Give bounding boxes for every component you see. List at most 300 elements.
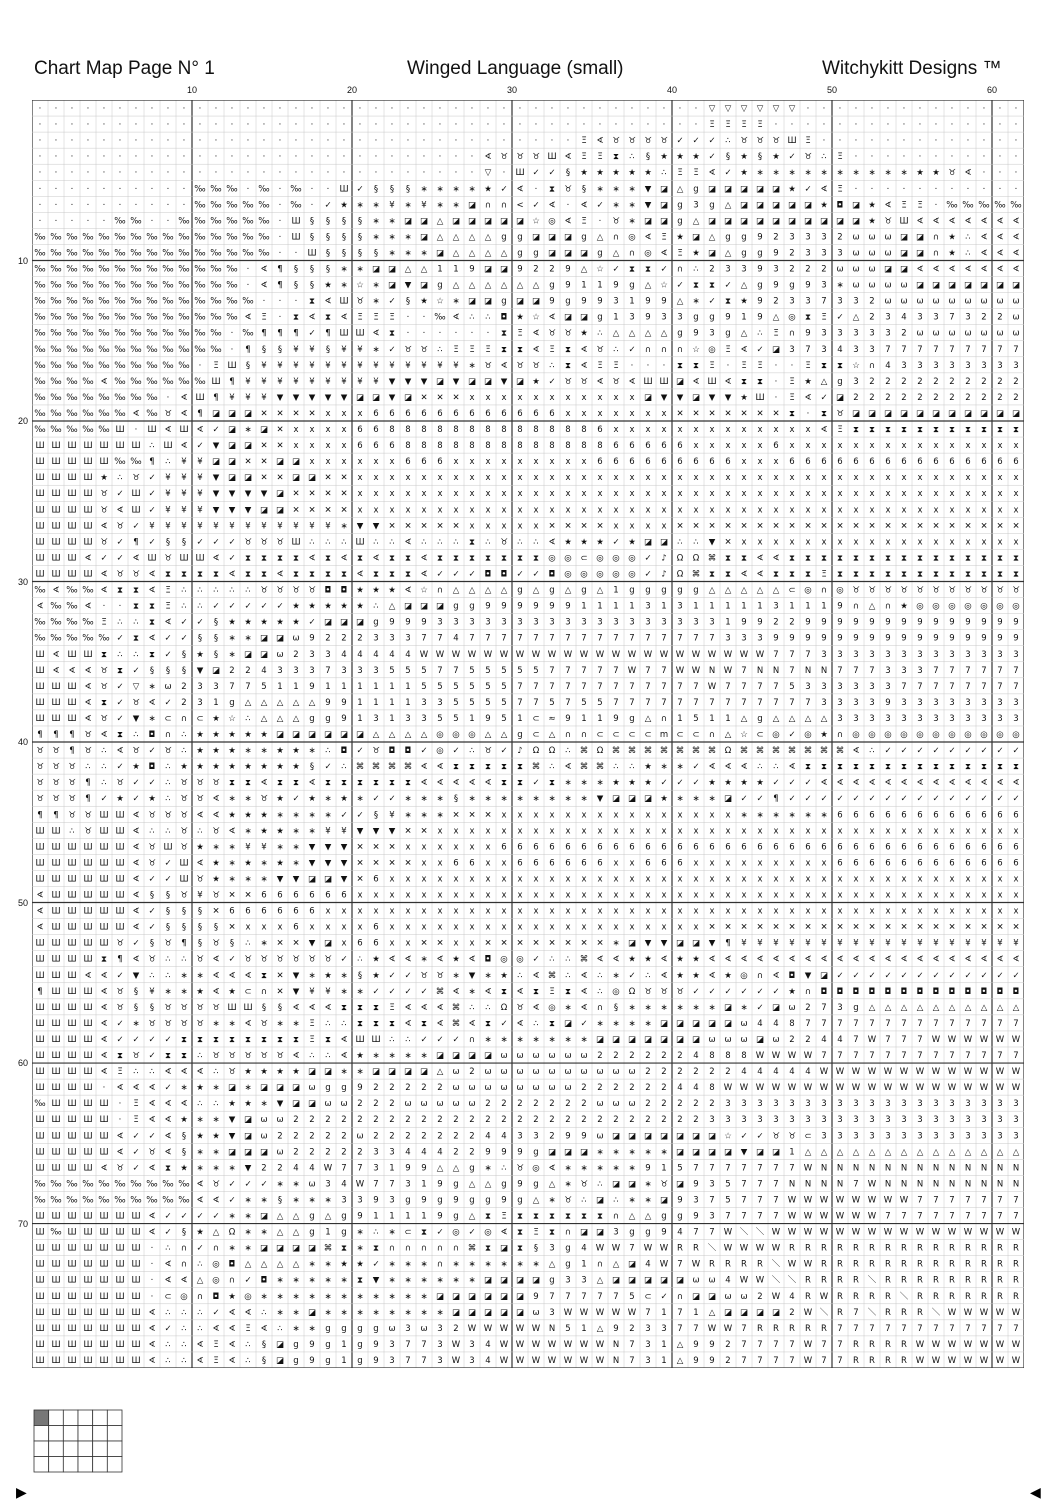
stitch-symbol: 5: [453, 698, 458, 708]
stitch-symbol: ‰: [130, 248, 141, 258]
stitch-symbol: ∗: [868, 168, 875, 178]
stitch-symbol: x: [309, 923, 314, 933]
stitch-symbol: ✓: [212, 602, 219, 612]
stitch-symbol: x: [453, 842, 458, 852]
stitch-symbol: 4: [773, 1067, 778, 1077]
stitch-symbol: ◪: [676, 377, 684, 387]
stitch-symbol: 2: [997, 377, 1002, 387]
stitch-symbol: ω: [1012, 329, 1019, 339]
stitch-symbol: ∢: [324, 1003, 331, 1013]
stitch-symbol: W: [804, 1228, 813, 1238]
stitch-symbol: ⌘: [660, 746, 669, 756]
stitch-symbol: x: [437, 473, 442, 483]
stitch-symbol: ♉: [196, 874, 204, 884]
stitch-symbol: §: [182, 1147, 186, 1157]
stitch-symbol: ✕: [564, 521, 571, 531]
stitch-symbol: ∢: [100, 1051, 107, 1061]
stitch-symbol: §: [358, 232, 362, 242]
stitch-symbol: 2: [789, 248, 794, 258]
stitch-symbol: ·: [455, 168, 458, 178]
stitch-symbol: W: [804, 1260, 813, 1270]
stitch-symbol: 8: [501, 441, 506, 451]
stitch-symbol: ◪: [516, 297, 524, 307]
stitch-symbol: ‰: [98, 281, 109, 291]
stitch-symbol: Ш: [51, 1276, 60, 1286]
stitch-symbol: x: [741, 425, 746, 435]
stitch-symbol: 8: [533, 441, 538, 451]
stitch-symbol: 2: [981, 313, 986, 323]
stitch-symbol: ✓: [308, 329, 315, 339]
stitch-symbol: 7: [565, 682, 570, 692]
stitch-symbol: Ш: [355, 1035, 364, 1045]
stitch-symbol: ¥: [837, 939, 843, 949]
stitch-symbol: ω: [1012, 297, 1019, 307]
stitch-symbol: ⧗: [293, 569, 299, 579]
stitch-symbol: W: [1012, 1340, 1021, 1350]
stitch-symbol: ¥: [181, 505, 187, 515]
stitch-symbol: ∗: [244, 874, 251, 884]
stitch-symbol: 9: [805, 618, 810, 628]
stitch-symbol: ·: [295, 152, 298, 162]
stitch-symbol: 3: [549, 618, 554, 628]
stitch-symbol: △: [645, 714, 652, 724]
stitch-symbol: ◪: [708, 184, 716, 194]
stitch-symbol: 6: [389, 441, 394, 451]
stitch-symbol: ★: [196, 987, 204, 997]
stitch-symbol: 3: [677, 602, 682, 612]
stitch-symbol: x: [853, 826, 858, 836]
stitch-symbol: ♉: [148, 810, 156, 820]
stitch-symbol: ✕: [484, 939, 491, 949]
stitch-symbol: ⧗: [997, 762, 1003, 772]
stitch-symbol: ∗: [276, 1276, 283, 1286]
stitch-symbol: ∢: [84, 682, 91, 692]
stitch-symbol: ·: [855, 184, 858, 194]
stitch-symbol: ∢: [708, 168, 715, 178]
stitch-symbol: ✕: [372, 842, 379, 852]
stitch-symbol: x: [629, 393, 634, 403]
stitch-symbol: ·: [311, 184, 314, 194]
stitch-symbol: 2: [453, 1324, 458, 1334]
stitch-symbol: x: [469, 923, 474, 933]
stitch-symbol: ∢: [228, 1340, 235, 1350]
stitch-symbol: 6: [357, 939, 362, 949]
stitch-symbol: W: [628, 666, 637, 676]
stitch-symbol: ◎: [980, 602, 987, 612]
stitch-symbol: ★: [692, 971, 700, 981]
stitch-symbol: ‰: [50, 248, 61, 258]
stitch-symbol: ⧗: [117, 586, 123, 596]
stitch-symbol: ∢: [180, 409, 187, 419]
stitch-symbol: N: [933, 1179, 939, 1189]
stitch-symbol: ·: [423, 168, 426, 178]
stitch-symbol: ·: [311, 120, 314, 130]
stitch-symbol: ＼: [740, 1228, 749, 1238]
stitch-symbol: ‰: [146, 361, 157, 371]
stitch-symbol: 2: [885, 393, 890, 403]
stitch-symbol: x: [741, 858, 746, 868]
stitch-symbol: g: [549, 281, 554, 291]
stitch-symbol: ★: [644, 778, 652, 788]
stitch-symbol: ‰: [162, 1179, 173, 1189]
stitch-symbol: §: [246, 361, 250, 371]
stitch-symbol: ♉: [84, 730, 92, 740]
stitch-symbol: R: [853, 1292, 859, 1302]
stitch-symbol: ∢: [436, 1003, 443, 1013]
stitch-symbol: ∴: [517, 971, 522, 981]
stitch-symbol: 6: [645, 858, 650, 868]
stitch-symbol: ★: [644, 762, 652, 772]
stitch-symbol: ·: [871, 184, 874, 194]
stitch-symbol: Ш: [115, 1228, 124, 1238]
stitch-symbol: ◎: [596, 569, 603, 579]
stitch-symbol: ✕: [692, 521, 699, 531]
stitch-symbol: ∢: [100, 1163, 107, 1173]
stitch-symbol: g: [565, 297, 570, 307]
stitch-symbol: 3: [805, 297, 810, 307]
stitch-symbol: 7: [917, 1019, 922, 1029]
stitch-symbol: ✓: [148, 778, 155, 788]
stitch-symbol: x: [437, 826, 442, 836]
stitch-symbol: x: [309, 457, 314, 467]
stitch-symbol: x: [485, 907, 490, 917]
stitch-symbol: x: [1013, 537, 1018, 547]
stitch-symbol: ‰: [50, 297, 61, 307]
stitch-symbol: 9: [645, 1163, 650, 1173]
stitch-symbol: 1: [389, 698, 394, 708]
stitch-symbol: ∴: [405, 1035, 410, 1045]
stitch-symbol: x: [469, 505, 474, 515]
stitch-symbol: △: [453, 1163, 460, 1173]
stitch-symbol: ⧗: [357, 1276, 363, 1286]
stitch-symbol: ∢: [772, 955, 779, 965]
stitch-symbol: △: [805, 1147, 812, 1157]
stitch-symbol: ·: [183, 120, 186, 130]
stitch-symbol: 9: [837, 618, 842, 628]
stitch-symbol: x: [725, 891, 730, 901]
stitch-symbol: R: [949, 1276, 955, 1286]
stitch-symbol: 3: [693, 1195, 698, 1205]
stitch-symbol: ∢: [148, 1115, 155, 1125]
stitch-symbol: 3: [997, 361, 1002, 371]
stitch-symbol: ‰: [66, 265, 77, 275]
stitch-symbol: ·: [263, 297, 266, 307]
stitch-symbol: ♉: [116, 939, 124, 949]
stitch-symbol: 3: [949, 1115, 954, 1125]
stitch-symbol: ‰: [50, 345, 61, 355]
stitch-symbol: ✓: [196, 1244, 203, 1254]
stitch-symbol: ·: [167, 136, 170, 146]
stitch-symbol: ✕: [404, 521, 411, 531]
stitch-symbol: ·: [679, 104, 682, 114]
stitch-symbol: ▼: [725, 393, 732, 403]
stitch-symbol: ◪: [916, 409, 924, 419]
stitch-symbol: ∴: [197, 1308, 202, 1318]
stitch-symbol: 4: [789, 1292, 794, 1302]
stitch-symbol: ¥: [181, 457, 187, 467]
stitch-symbol: ⊂: [532, 730, 539, 740]
stitch-symbol: ◘: [997, 987, 1004, 997]
stitch-symbol: ¥: [261, 393, 267, 403]
stitch-symbol: ∩: [437, 1244, 443, 1254]
stitch-symbol: 6: [501, 842, 506, 852]
stitch-symbol: ◘: [501, 313, 508, 323]
stitch-symbol: ◎: [180, 1292, 187, 1302]
stitch-symbol: ‰: [146, 393, 157, 403]
stitch-symbol: R: [821, 1276, 827, 1286]
stitch-symbol: ⊂: [612, 730, 619, 740]
stitch-symbol: ·: [839, 104, 842, 114]
stitch-symbol: Ш: [115, 1276, 124, 1286]
stitch-symbol: 9: [741, 618, 746, 628]
stitch-symbol: W: [532, 1324, 541, 1334]
stitch-symbol: 7: [645, 666, 650, 676]
stitch-symbol: ＼: [772, 1276, 781, 1286]
stitch-symbol: ‰: [34, 377, 45, 387]
stitch-symbol: ⧗: [949, 569, 955, 579]
stitch-symbol: Ш: [83, 891, 92, 901]
stitch-symbol: ¥: [389, 810, 395, 820]
stitch-symbol: ◪: [564, 1019, 572, 1029]
stitch-symbol: ★: [180, 762, 188, 772]
stitch-symbol: ∢: [708, 762, 715, 772]
stitch-symbol: 3: [581, 1276, 586, 1286]
stitch-symbol: ω: [868, 281, 875, 291]
stitch-symbol: ✓: [404, 987, 411, 997]
stitch-symbol: x: [517, 505, 522, 515]
stitch-symbol: ·: [135, 184, 138, 194]
stitch-symbol: R: [901, 1340, 907, 1350]
stitch-symbol: 7: [1013, 1195, 1018, 1205]
stitch-symbol: ∗: [308, 1324, 315, 1334]
stitch-symbol: 7: [789, 698, 794, 708]
stitch-symbol: ∴: [181, 746, 186, 756]
stitch-symbol: 6: [741, 842, 746, 852]
stitch-symbol: Ξ: [725, 345, 730, 355]
stitch-symbol: ◪: [356, 730, 364, 740]
stitch-symbol: 4: [485, 1340, 490, 1350]
stitch-symbol: 3: [709, 1212, 714, 1222]
stitch-symbol: x: [709, 505, 714, 515]
stitch-symbol: △: [709, 586, 716, 596]
stitch-symbol: ∢: [100, 987, 107, 997]
stitch-symbol: ·: [567, 104, 570, 114]
stitch-symbol: 3: [789, 345, 794, 355]
stitch-symbol: 3: [965, 1099, 970, 1109]
stitch-symbol: 3: [853, 698, 858, 708]
stitch-symbol: Ш: [35, 650, 44, 660]
stitch-symbol: ∩: [597, 1260, 603, 1270]
stitch-symbol: ∢: [100, 586, 107, 596]
stitch-symbol: ·: [151, 136, 154, 146]
stitch-symbol: ∴: [549, 762, 554, 772]
stitch-symbol: ·: [71, 216, 74, 226]
stitch-symbol: ◪: [212, 666, 220, 676]
stitch-symbol: ⌘: [580, 955, 589, 965]
stitch-symbol: ⧗: [373, 1244, 379, 1254]
stitch-symbol: 3: [917, 714, 922, 724]
stitch-symbol: ✓: [132, 939, 139, 949]
stitch-symbol: x: [613, 425, 618, 435]
stitch-symbol: ✓: [820, 393, 827, 403]
stitch-symbol: Ш: [51, 971, 60, 981]
stitch-symbol: 9: [869, 634, 874, 644]
stitch-symbol: 3: [645, 1340, 650, 1350]
stitch-symbol: x: [1013, 907, 1018, 917]
stitch-symbol: ∢: [180, 1276, 187, 1286]
stitch-symbol: x: [917, 537, 922, 547]
stitch-symbol: ‰: [50, 265, 61, 275]
stitch-symbol: ★: [660, 152, 668, 162]
stitch-symbol: ✕: [580, 939, 587, 949]
stitch-symbol: ✓: [148, 1131, 155, 1141]
stitch-symbol: x: [917, 826, 922, 836]
stitch-symbol: 1: [581, 281, 586, 291]
stitch-symbol: ·: [135, 168, 138, 178]
stitch-symbol: △: [453, 248, 460, 258]
stitch-symbol: 6: [965, 457, 970, 467]
stitch-symbol: ◪: [628, 1260, 636, 1270]
stitch-symbol: ·: [71, 136, 74, 146]
stitch-symbol: x: [725, 826, 730, 836]
stitch-symbol: §: [326, 216, 330, 226]
stitch-symbol: ▽: [741, 104, 748, 114]
stitch-symbol: x: [437, 842, 442, 852]
stitch-symbol: ✕: [996, 521, 1003, 531]
stitch-symbol: ∗: [260, 939, 267, 949]
stitch-symbol: R: [789, 1324, 795, 1334]
stitch-symbol: ·: [119, 168, 122, 178]
stitch-symbol: ∢: [164, 425, 171, 435]
stitch-symbol: ♉: [276, 955, 284, 965]
stitch-symbol: x: [853, 874, 858, 884]
stitch-symbol: x: [757, 473, 762, 483]
stitch-symbol: ✓: [532, 955, 539, 965]
stitch-symbol: ▼: [213, 473, 220, 483]
stitch-symbol: 3: [1013, 650, 1018, 660]
stitch-symbol: ♉: [660, 1179, 668, 1189]
stitch-symbol: ＼: [932, 1308, 941, 1318]
stitch-symbol: 2: [309, 1131, 314, 1141]
stitch-symbol: ∴: [101, 778, 106, 788]
stitch-symbol: ◪: [580, 248, 588, 258]
stitch-symbol: 9: [613, 1324, 618, 1334]
stitch-symbol: ✓: [388, 345, 395, 355]
stitch-symbol: ∗: [900, 168, 907, 178]
stitch-symbol: ∗: [532, 1035, 539, 1045]
stitch-symbol: ∗: [500, 794, 507, 804]
stitch-symbol: ★: [900, 602, 908, 612]
row-number: 20: [18, 416, 28, 426]
stitch-symbol: ♉: [260, 586, 268, 596]
stitch-symbol: 7: [885, 345, 890, 355]
stitch-symbol: ◎: [212, 1276, 219, 1286]
stitch-symbol: ∗: [292, 1195, 299, 1205]
stitch-symbol: ✕: [772, 409, 779, 419]
stitch-symbol: ✓: [196, 441, 203, 451]
stitch-symbol: △: [421, 265, 428, 275]
stitch-symbol: ⧗: [133, 634, 139, 644]
stitch-symbol: ∢: [164, 1115, 171, 1125]
stitch-symbol: ¶: [37, 730, 42, 740]
stitch-symbol: ω: [868, 265, 875, 275]
stitch-symbol: 7: [837, 1019, 842, 1029]
stitch-symbol: x: [533, 505, 538, 515]
stitch-symbol: 3: [869, 698, 874, 708]
stitch-symbol: W: [660, 1260, 669, 1270]
stitch-symbol: 9: [693, 329, 698, 339]
stitch-symbol: ∴: [757, 762, 762, 772]
stitch-symbol: x: [357, 907, 362, 917]
stitch-symbol: R: [1013, 1260, 1019, 1270]
stitch-symbol: ∢: [948, 955, 955, 965]
stitch-symbol: 8: [421, 425, 426, 435]
stitch-symbol: 7: [837, 1324, 842, 1334]
stitch-symbol: ▼: [197, 666, 204, 676]
stitch-symbol: ∴: [597, 987, 602, 997]
stitch-symbol: ★: [212, 714, 220, 724]
stitch-symbol: 7: [725, 1212, 730, 1222]
stitch-symbol: x: [261, 923, 266, 933]
stitch-symbol: ∢: [212, 987, 219, 997]
stitch-symbol: x: [373, 489, 378, 499]
stitch-symbol: ✕: [676, 409, 683, 419]
stitch-symbol: ✕: [420, 521, 427, 531]
stitch-symbol: ·: [199, 120, 202, 130]
stitch-symbol: ✓: [116, 762, 123, 772]
stitch-symbol: 2: [661, 1067, 666, 1077]
stitch-symbol: 4: [261, 666, 266, 676]
stitch-symbol: ∗: [292, 1324, 299, 1334]
stitch-symbol: ‰: [114, 329, 125, 339]
stitch-symbol: ◪: [708, 216, 716, 226]
stitch-symbol: ∴: [245, 939, 250, 949]
stitch-symbol: Ш: [99, 1212, 108, 1222]
stitch-symbol: W: [804, 1340, 813, 1350]
stitch-symbol: ∢: [164, 1276, 171, 1286]
stitch-symbol: ∗: [308, 826, 315, 836]
stitch-symbol: 3: [677, 313, 682, 323]
stitch-symbol: 3: [821, 650, 826, 660]
stitch-symbol: 1: [661, 602, 666, 612]
stitch-symbol: 2: [293, 1147, 298, 1157]
stitch-symbol: x: [933, 874, 938, 884]
stitch-symbol: ⧗: [597, 1212, 603, 1222]
stitch-symbol: ∗: [708, 1003, 715, 1013]
stitch-symbol: ◎: [644, 248, 651, 258]
stitch-symbol: ✓: [548, 168, 555, 178]
stitch-symbol: 6: [869, 842, 874, 852]
stitch-symbol: ‰: [34, 1179, 45, 1189]
stitch-symbol: ·: [247, 152, 250, 162]
stitch-symbol: x: [485, 473, 490, 483]
stitch-symbol: ◪: [644, 216, 652, 226]
stitch-symbol: 7: [997, 1324, 1002, 1334]
stitch-symbol: ⧗: [821, 361, 827, 371]
stitch-symbol: ⧗: [453, 762, 459, 772]
stitch-symbol: ∗: [644, 1179, 651, 1189]
stitch-symbol: ▼: [229, 505, 236, 515]
stitch-symbol: Ш: [35, 441, 44, 451]
stitch-symbol: Ξ: [821, 569, 826, 579]
stitch-symbol: 9: [709, 1340, 714, 1350]
stitch-symbol: ✕: [276, 971, 283, 981]
stitch-symbol: ⧗: [965, 553, 971, 563]
stitch-symbol: 7: [725, 1163, 730, 1173]
stitch-symbol: ∩: [181, 1244, 187, 1254]
stitch-symbol: ✓: [420, 1035, 427, 1045]
stitch-symbol: ⧗: [885, 762, 891, 772]
